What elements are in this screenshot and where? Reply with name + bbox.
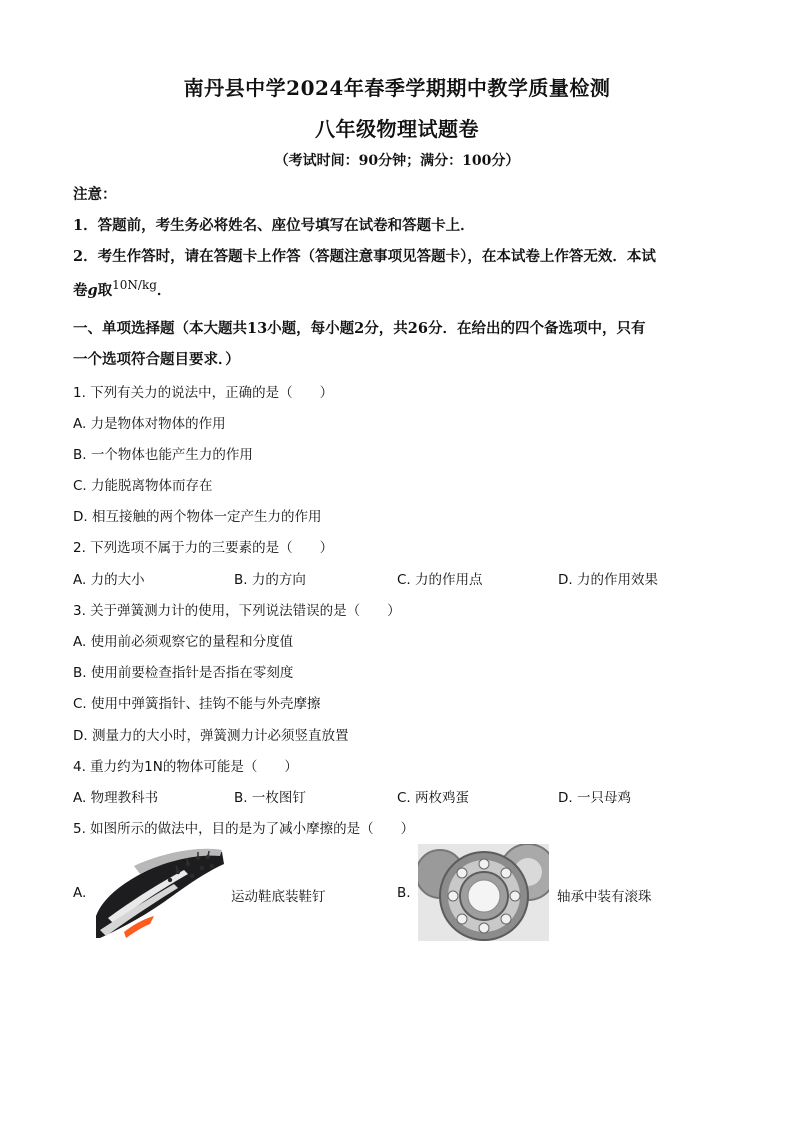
question-5-caption-a: 运动鞋底装鞋钉 [231, 889, 326, 905]
ball-bearing-photo [418, 844, 549, 941]
gravity-value: 10N/kg [112, 278, 157, 292]
exam-info: （考试时间：90分钟；满分：100分） [274, 153, 520, 169]
question-5-option-a: A. [73, 885, 87, 901]
note-item-2-line-2 [73, 279, 171, 300]
notes-heading: 注意： [73, 186, 117, 203]
exam-subtitle: 八年级物理试题卷 [315, 117, 479, 141]
question-4-stem: 4. 重力约为1N的物体可能是（ ） [73, 759, 298, 775]
question-5-option-b: B. [397, 885, 411, 901]
question-2-option-a: A. 力的大小 [73, 572, 145, 588]
shoe-spikes-photo [94, 846, 226, 940]
note-text: ． [156, 282, 172, 299]
question-1-stem: 1. 下列有关力的说法中，正确的是（ ） [73, 385, 334, 401]
question-2-stem: 2. 下列选项不属于力的三要素的是（ ） [73, 540, 334, 556]
question-3-option-a: A. 使用前必须观察它的量程和分度值 [73, 634, 294, 650]
question-1-option-a: A. 力是物体对物体的作用 [73, 416, 226, 432]
question-1-option-b: B. 一个物体也能产生力的作用 [73, 447, 253, 463]
question-5-caption-b: 轴承中装有滚珠 [557, 889, 652, 905]
note-item-1: 1．答题前，考生务必将姓名、座位号填写在试卷和答题卡上． [73, 217, 475, 234]
question-4-option-a: A. 物理教科书 [73, 790, 159, 806]
ball-bearing-image [418, 844, 549, 941]
note-text: 取 [97, 282, 113, 299]
question-3-stem: 3. 关于弹簧测力计的使用，下列说法错误的是（ ） [73, 603, 401, 619]
question-4-option-c: C. 两枚鸡蛋 [397, 790, 470, 806]
exam-title: 南丹县中学2024年春季学期期中教学质量检测 [183, 76, 611, 100]
gravity-symbol: g [87, 282, 98, 299]
section-heading-line-1: 一、单项选择题（本大题共13小题，每小题2分，共26分．在给出的四个备选项中，只有 [73, 320, 646, 337]
question-1-option-c: C. 力能脱离物体而存在 [73, 478, 213, 494]
question-2-option-c: C. 力的作用点 [397, 572, 483, 588]
question-4-option-b: B. 一枚图钉 [234, 790, 306, 806]
question-4-option-d: D. 一只母鸡 [558, 790, 631, 806]
question-2-option-d: D. 力的作用效果 [558, 572, 658, 588]
section-heading-line-2: 一个选项符合题目要求．） [73, 351, 240, 368]
question-3-option-d: D. 测量力的大小时，弹簧测力计必须竖直放置 [73, 728, 349, 744]
question-3-option-b: B. 使用前要检查指针是否指在零刻度 [73, 665, 294, 681]
note-text: 卷 [73, 282, 88, 299]
question-2-option-b: B. 力的方向 [234, 572, 306, 588]
running-shoe-image [94, 846, 226, 940]
question-1-option-d: D. 相互接触的两个物体一定产生力的作用 [73, 509, 322, 525]
note-item-2-line-1: 2．考生作答时，请在答题卡上作答（答题注意事项见答题卡），在本试卷上作答无效．本试 [73, 248, 656, 265]
question-3-option-c: C. 使用中弹簧指针、挂钩不能与外壳摩擦 [73, 696, 321, 712]
question-5-stem: 5. 如图所示的做法中，目的是为了减小摩擦的是（ ） [73, 821, 415, 837]
